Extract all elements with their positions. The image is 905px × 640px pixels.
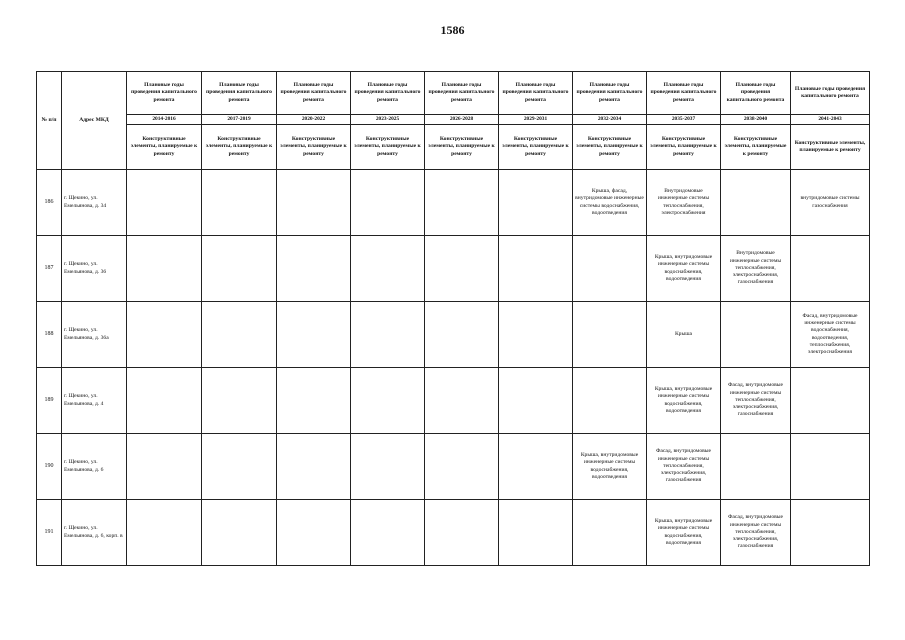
repair-elements-cell <box>721 434 791 500</box>
period-header: 2029-2031 <box>499 115 573 125</box>
elements-header: Конструктивные элементы, планируемые к ремонту <box>647 125 721 170</box>
capital-repair-table <box>36 71 870 566</box>
table-row <box>37 368 870 434</box>
repair-elements-cell: Внутридомовые инженерные системы теплоснабжения, электроснабжения <box>647 170 721 236</box>
repair-elements-cell: Крыша, внутридомовые инженерные системы водоснабжения, водоотведения <box>573 434 647 500</box>
repair-elements-cell <box>573 236 647 302</box>
row-number: 186 <box>37 170 62 236</box>
repair-elements-cell <box>351 434 425 500</box>
row-address: г. Щекино, ул. Емельянова, д. 36а <box>62 302 127 368</box>
period-header: 2020-2022 <box>277 115 351 125</box>
repair-elements-cell <box>202 500 277 566</box>
repair-elements-cell <box>127 500 202 566</box>
period-header: 2023-2025 <box>351 115 425 125</box>
repair-elements-cell <box>425 434 499 500</box>
repair-elements-cell <box>277 170 351 236</box>
elements-header: Конструктивные элементы, планируемые к ремонту <box>573 125 647 170</box>
repair-elements-cell <box>202 170 277 236</box>
repair-elements-cell <box>202 368 277 434</box>
row-number: 187 <box>37 236 62 302</box>
repair-elements-cell <box>499 500 573 566</box>
repair-elements-cell <box>351 302 425 368</box>
table-row <box>37 500 870 566</box>
table-header <box>37 72 870 170</box>
repair-elements-cell <box>721 170 791 236</box>
period-header: 2041-2043 <box>791 115 870 125</box>
repair-elements-cell: Фасад, внутридомовые инженерные системы водоснабжения, водоотведения, теплоснабжения, электроснабжения <box>791 302 870 368</box>
row-number: 189 <box>37 368 62 434</box>
repair-elements-cell: Крыша, внутридомовые инженерные системы водоснабжения, водоотведения <box>647 500 721 566</box>
period-header: 2026-2028 <box>425 115 499 125</box>
planned-years-header: Плановые годы проведения капитального ремонта <box>425 72 499 115</box>
repair-elements-cell <box>499 170 573 236</box>
table-row <box>37 170 870 236</box>
repair-elements-cell <box>499 368 573 434</box>
page-number: 1586 <box>440 23 465 37</box>
repair-elements-cell <box>573 500 647 566</box>
repair-elements-cell <box>499 302 573 368</box>
repair-elements-cell <box>351 500 425 566</box>
repair-elements-cell: Фасад, внутридомовые инженерные системы теплоснабжения, электроснабжения, газоснабжения <box>721 500 791 566</box>
period-header: 2038-2040 <box>721 115 791 125</box>
planned-years-header: Плановые годы проведения капитального ремонта <box>202 72 277 115</box>
row-address: г. Щекино, ул. Емельянова, д. 6, корп. в <box>62 500 127 566</box>
row-address: г. Щекино, ул. Емельянова, д. 34 <box>62 170 127 236</box>
repair-elements-cell: внутридомовые системы газоснабжения <box>791 170 870 236</box>
repair-elements-cell: Крыша <box>647 302 721 368</box>
repair-elements-cell: Крыша, фасад, внутридомовые инженерные системы водоснабжения, водоотведения <box>573 170 647 236</box>
repair-elements-cell <box>351 170 425 236</box>
row-number: 191 <box>37 500 62 566</box>
row-address: г. Щекино, ул. Емельянова, д. 36 <box>62 236 127 302</box>
repair-elements-cell <box>499 434 573 500</box>
planned-years-header: Плановые годы проведения капитального ремонта <box>791 72 870 115</box>
elements-header: Конструктивные элементы, планируемые к ремонту <box>277 125 351 170</box>
repair-elements-cell: Фасад, внутридомовые инженерные системы теплоснабжения, электроснабжения, газоснабжения <box>721 368 791 434</box>
repair-elements-cell <box>277 236 351 302</box>
repair-elements-cell <box>202 236 277 302</box>
repair-elements-cell <box>277 302 351 368</box>
repair-elements-cell <box>573 368 647 434</box>
repair-elements-cell: Крыша, внутридомовые инженерные системы водоснабжения, водоотведения <box>647 368 721 434</box>
elements-header: Конструктивные элементы, планируемые к ремонту <box>202 125 277 170</box>
repair-elements-cell <box>425 368 499 434</box>
repair-elements-cell <box>425 302 499 368</box>
planned-years-header: Плановые годы проведения капитального ремонта <box>277 72 351 115</box>
repair-elements-cell <box>573 302 647 368</box>
repair-elements-cell <box>202 302 277 368</box>
repair-elements-cell <box>425 500 499 566</box>
repair-elements-cell <box>351 368 425 434</box>
num-column-header: № п/п <box>37 72 62 170</box>
repair-elements-cell <box>499 236 573 302</box>
repair-elements-cell <box>127 368 202 434</box>
repair-elements-cell <box>425 170 499 236</box>
period-header: 2035-2037 <box>647 115 721 125</box>
repair-elements-cell <box>277 500 351 566</box>
table-row <box>37 302 870 368</box>
table-row <box>37 434 870 500</box>
planned-years-header: Плановые годы проведения капитального ремонта <box>127 72 202 115</box>
repair-elements-cell: Фасад, внутридомовые инженерные системы теплоснабжения, электроснабжения, газоснабжения <box>647 434 721 500</box>
elements-header: Конструктивные элементы, планируемые к ремонту <box>791 125 870 170</box>
repair-elements-cell <box>202 434 277 500</box>
repair-elements-cell <box>791 236 870 302</box>
planned-years-header: Плановые годы проведения капитального ремонта <box>351 72 425 115</box>
repair-elements-cell <box>425 236 499 302</box>
repair-elements-cell <box>791 434 870 500</box>
repair-elements-cell <box>721 302 791 368</box>
repair-elements-cell <box>127 434 202 500</box>
planned-years-header: Плановые годы проведения капитального ремонта <box>573 72 647 115</box>
row-number: 190 <box>37 434 62 500</box>
table-row <box>37 236 870 302</box>
row-number: 188 <box>37 302 62 368</box>
row-address: г. Щекино, ул. Емельянова, д. 4 <box>62 368 127 434</box>
period-header: 2032-2034 <box>573 115 647 125</box>
elements-header: Конструктивные элементы, планируемые к ремонту <box>127 125 202 170</box>
elements-header: Конструктивные элементы, планируемые к ремонту <box>499 125 573 170</box>
row-address: г. Щекино, ул. Емельянова, д. 6 <box>62 434 127 500</box>
repair-elements-cell <box>127 236 202 302</box>
repair-elements-cell <box>127 170 202 236</box>
repair-elements-cell <box>127 302 202 368</box>
repair-elements-cell: Внутридомовые инженерные системы теплоснабжения, электроснабжения, газоснабжения <box>721 236 791 302</box>
repair-elements-cell: Крыша, внутридомовые инженерные системы водоснабжения, водоотведения <box>647 236 721 302</box>
elements-header: Конструктивные элементы, планируемые к ремонту <box>425 125 499 170</box>
repair-elements-cell <box>351 236 425 302</box>
elements-header: Конструктивные элементы, планируемые к ремонту <box>721 125 791 170</box>
repair-elements-cell <box>277 434 351 500</box>
elements-header: Конструктивные элементы, планируемые к ремонту <box>351 125 425 170</box>
repair-elements-cell <box>277 368 351 434</box>
period-header: 2014-2016 <box>127 115 202 125</box>
repair-elements-cell <box>791 500 870 566</box>
repair-elements-cell <box>791 368 870 434</box>
address-column-header: Адрес МКД <box>62 72 127 170</box>
planned-years-header: Плановые годы проведения капитального ремонта <box>721 72 791 115</box>
planned-years-header: Плановые годы проведения капитального ремонта <box>499 72 573 115</box>
period-header: 2017-2019 <box>202 115 277 125</box>
planned-years-header: Плановые годы проведения капитального ремонта <box>647 72 721 115</box>
table-body <box>37 170 870 566</box>
